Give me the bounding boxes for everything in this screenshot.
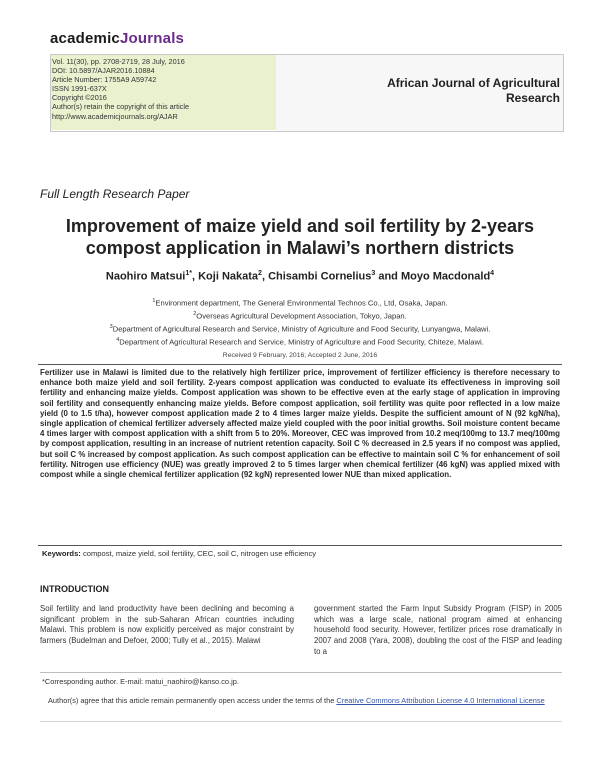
affiliation-line bbox=[40, 296, 560, 309]
author-separator: , bbox=[261, 270, 269, 283]
logo-part-1: academic bbox=[50, 30, 120, 47]
introduction-column-left: Soil fertility and land productivity have been declining and becoming a significant problem in the sub-Saharan African countries including Malawi. This problem is now explicitly perceived as major constraint by farmers (Budelman and Defoer, 2000; Tully et al., 2015). Malawi bbox=[40, 604, 294, 646]
keywords-text: compost, maize yield, soil fertility, CEC, soil C, nitrogen use efficiency bbox=[80, 549, 317, 558]
affiliation-marker: 3 bbox=[109, 324, 113, 331]
copyright: Copyright ©2016 bbox=[52, 93, 107, 103]
title-line-1: Improvement of maize yield and soil fertility by 2-years bbox=[65, 216, 535, 236]
affiliation-line bbox=[40, 335, 560, 348]
journal-name-line-2: Research bbox=[505, 91, 560, 105]
footnote-bottom-divider bbox=[40, 721, 562, 722]
copyright-note: Author(s) retain the copyright of this article bbox=[52, 102, 190, 112]
affiliation-marker: 2 bbox=[193, 311, 197, 318]
affiliation-marker: 4 bbox=[116, 337, 120, 344]
paper-title bbox=[40, 215, 560, 259]
section-heading-introduction: INTRODUCTION bbox=[40, 584, 109, 594]
logo-part-2: Journals bbox=[119, 30, 185, 47]
volume-pages: Vol. 11(30), pp. 2708-2719, 28 July, 2016 bbox=[52, 57, 185, 66]
author-name: Moyo Macdonald bbox=[400, 270, 491, 283]
doi: DOI: 10.5897/AJAR2016.10884 bbox=[52, 66, 155, 76]
affiliation-text: Department of Agricultural Research and Service, Ministry of Agriculture and Food Security, Lunyangwa, Malawi. bbox=[112, 324, 491, 334]
affiliation-text: Environment department, The General Environmental Technos Co., Ltd, Osaka, Japan. bbox=[155, 298, 448, 308]
license-link[interactable]: Creative Commons Attribution License 4.0 International License bbox=[336, 696, 545, 705]
author-separator: , bbox=[191, 270, 199, 283]
introduction-column-right: government started the Farm Input Subsidy Program (FISP) in 2005 which was a large scale, national program aimed at enhancing household food security. However, fertilizer prices rose dramatically in 2007 and 2008 (Yara, 2008), doubling the cost of the FISP and leading to a bbox=[314, 604, 562, 656]
affiliations bbox=[40, 296, 560, 349]
author-affil-marker: 1* bbox=[185, 270, 192, 277]
paper-type: Full Length Research Paper bbox=[40, 187, 190, 201]
corresponding-author: *Corresponding author. E-mail: matui_naohiro@kanso.co.jp. bbox=[42, 677, 239, 686]
affiliation-line bbox=[40, 309, 560, 322]
title-line-2: compost application in Malawi’s northern districts bbox=[85, 238, 515, 258]
affiliation-text: Department of Agricultural Research and Service, Ministry of Agriculture and Food Security, Chiteze, Malawi. bbox=[119, 337, 484, 347]
author-name: Naohiro Matsui bbox=[105, 270, 186, 283]
author-separator: and bbox=[375, 270, 401, 283]
keywords-label: Keywords: bbox=[42, 549, 81, 558]
footnote-divider bbox=[40, 672, 562, 673]
author-affil-marker: 2 bbox=[258, 270, 262, 277]
license-text: Author(s) agree that this article remain permanently open access under the terms of the bbox=[48, 696, 337, 705]
author-affil-marker: 4 bbox=[490, 270, 495, 277]
license-notice bbox=[48, 695, 558, 706]
journal-name-line-1: African Journal of Agricultural bbox=[387, 76, 560, 90]
abstract: Fertilizer use in Malawi is limited due to the relatively high fertilizer price, improvement of fertilizer efficiency is therefore necessary to enhance both maize yield and soil fertility. 2-years compost application was conducted to evaluate its effectiveness in improving soil fertility and enhancing maize yields. Compost application was shown to be effective even at the early stage of application in improving soil fertility and consequently enhancing maize yields. Before compost application, soil fertility was quite poor reflected in a low maize yield (0 to 1.5 t/ha), however compost application made 2 to 4 times larger maize yields. Despite the sufficient amount of N (92 kgN/ha), single application of chemical fertilizer adversely affected maize yield coupled with the poor initial growths. Soil moisture content became 4 times larger with compost application with a shift from 5 to 20%. Moreover, CEC was improved from 10.2 meq/100mg to 13.7 meq/100mg by compost application, resulting in an increase of nutrient retention capacity. Soil C % decreased in 2.5 years if no compost was applied, but soil C % increased by compost application. As such compost application can be effective to maintain soil C % for enhancement of soil fertility. Nitrogen use efficiency (NUE) was greatly improved 2 to 5 times larger when chemical fertilizer (46 kgN) was applied mixed with compost while a single chemical fertilizer application (92 kgN) represented lower NUE than mixed application. bbox=[40, 368, 560, 480]
affiliation-line bbox=[40, 322, 560, 335]
author-name: Chisambi Cornelius bbox=[268, 270, 372, 283]
received-accepted-dates: Received 9 February, 2016; Accepted 2 June, 2016 bbox=[222, 352, 378, 359]
issn: ISSN 1991-637X bbox=[52, 84, 107, 94]
journal-url[interactable]: http://www.academicjournals.org/AJAR bbox=[52, 111, 178, 121]
affiliation-marker: 1 bbox=[152, 298, 156, 304]
affiliation-text: Overseas Agricultural Development Association, Tokyo, Japan. bbox=[196, 311, 407, 321]
article-metadata bbox=[52, 57, 274, 121]
keywords bbox=[42, 549, 560, 558]
author-name: Koji Nakata bbox=[198, 270, 259, 283]
journal-name bbox=[370, 76, 560, 106]
author-list bbox=[40, 270, 560, 283]
journal-logo bbox=[50, 30, 184, 47]
article-number: Article Number: 1755A9 A59742 bbox=[52, 75, 157, 85]
author-affil-marker: 3 bbox=[371, 270, 376, 277]
